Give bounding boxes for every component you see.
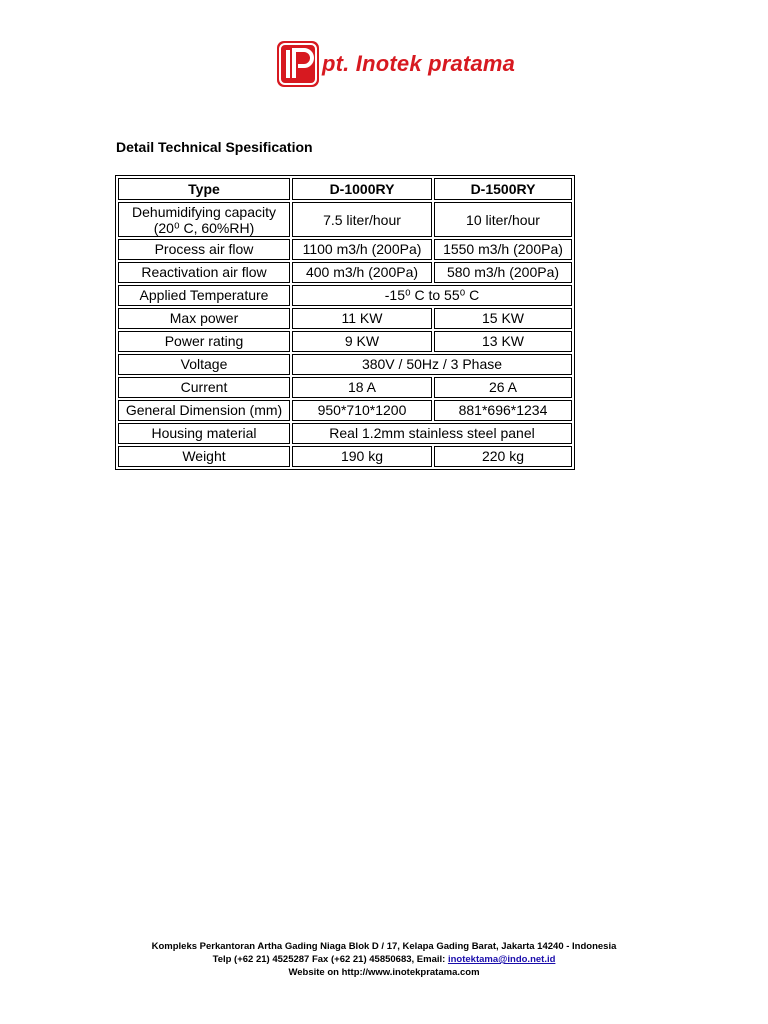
row-label: Voltage — [118, 354, 290, 375]
row-label: Applied Temperature — [118, 285, 290, 306]
table-row — [118, 308, 572, 329]
cell-d1000ry: 950*710*1200 — [292, 400, 432, 421]
row-label: Dehumidifying capacity (20⁰ C, 60%RH) — [118, 202, 290, 237]
footer-contact — [0, 953, 768, 966]
footer-website: Website on http://www.inotekpratama.com — [288, 967, 480, 978]
table-row — [118, 239, 572, 260]
table-row — [118, 377, 572, 398]
table-row — [118, 285, 572, 306]
company-name: pt. Inotek pratama — [322, 51, 516, 76]
header-d1000ry: D-1000RY — [292, 178, 432, 200]
cell-merged: Real 1.2mm stainless steel panel — [292, 423, 572, 444]
footer-phone: Telp (+62 21) 4525287 Fax (+62 21) 45850683, Email: — [212, 954, 448, 965]
page-footer — [0, 940, 768, 979]
row-label: Process air flow — [118, 239, 290, 260]
table-header-row — [118, 178, 572, 200]
row-label: Max power — [118, 308, 290, 329]
footer-email-link[interactable]: inotektama@indo.net.id — [447, 954, 556, 965]
cell-d1500ry: 15 KW — [434, 308, 572, 329]
row-label: Weight — [118, 446, 290, 467]
table-row — [118, 331, 572, 352]
cell-d1500ry: 13 KW — [434, 331, 572, 352]
cell-d1500ry: 580 m3/h (200Pa) — [434, 262, 572, 283]
cell-d1500ry: 1550 m3/h (200Pa) — [434, 239, 572, 260]
cell-d1000ry: 11 KW — [292, 308, 432, 329]
cell-d1000ry: 1100 m3/h (200Pa) — [292, 239, 432, 260]
header-d1500ry: D-1500RY — [434, 178, 572, 200]
row-label: Power rating — [118, 331, 290, 352]
row-label: Reactivation air flow — [118, 262, 290, 283]
table-row — [118, 262, 572, 283]
section-title: Detail Technical Spesification — [116, 139, 313, 155]
table-row — [118, 446, 572, 467]
cell-d1500ry: 881*696*1234 — [434, 400, 572, 421]
row-label: Current — [118, 377, 290, 398]
header-type: Type — [118, 178, 290, 200]
cell-d1000ry: 190 kg — [292, 446, 432, 467]
table-row — [118, 400, 572, 421]
cell-merged: -15⁰ C to 55⁰ C — [292, 285, 572, 306]
cell-d1000ry: 9 KW — [292, 331, 432, 352]
cell-d1000ry: 18 A — [292, 377, 432, 398]
cell-d1000ry: 400 m3/h (200Pa) — [292, 262, 432, 283]
cell-d1500ry: 26 A — [434, 377, 572, 398]
table-row — [118, 202, 572, 237]
spec-table — [115, 175, 575, 470]
cell-merged: 380V / 50Hz / 3 Phase — [292, 354, 572, 375]
table-row — [118, 354, 572, 375]
cell-d1500ry: 220 kg — [434, 446, 572, 467]
ip-logo-mark-icon — [277, 41, 319, 87]
company-logo — [277, 39, 515, 89]
table-row — [118, 423, 572, 444]
footer-address: Kompleks Perkantoran Artha Gading Niaga Blok D / 17, Kelapa Gading Barat, Jakarta 14240 - Indonesia — [151, 941, 617, 952]
row-label: General Dimension (mm) — [118, 400, 290, 421]
cell-d1500ry: 10 liter/hour — [434, 202, 572, 237]
cell-d1000ry: 7.5 liter/hour — [292, 202, 432, 237]
row-label: Housing material — [118, 423, 290, 444]
